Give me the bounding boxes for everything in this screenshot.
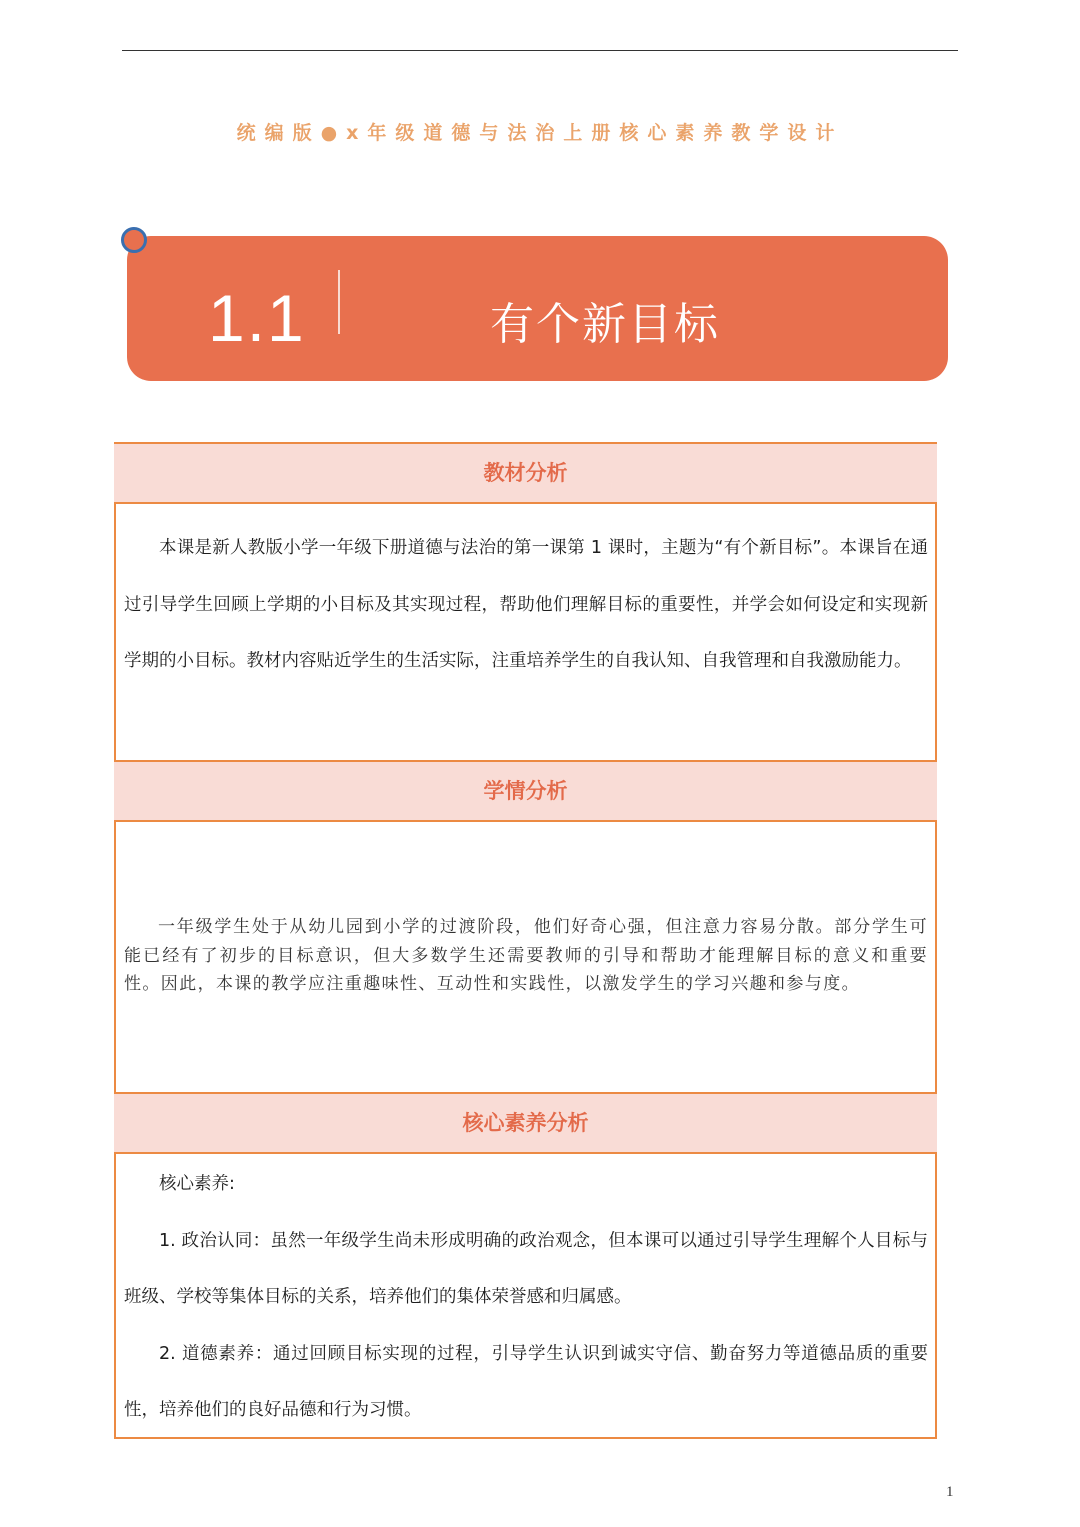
core-item-moral: 2. 道德素养：通过回顾目标实现的过程，引导学生认识到诚实守信、勤奋努力等道德品质的重要性，培养他们的良好品德和行为习惯。	[124, 1343, 928, 1420]
lesson-number: 1.1	[208, 281, 306, 355]
core-item-political: 1. 政治认同：虽然一年级学生尚未形成明确的政治观念，但本课可以通过引导学生理解个人目标与班级、学校等集体目标的关系，培养他们的集体荣誉感和归属感。	[124, 1230, 928, 1307]
top-rule	[122, 50, 958, 51]
section-body-materials	[124, 520, 928, 690]
materials-paragraph: 本课是新人教版小学一年级下册道德与法治的第一课第 1 课时，主题为“有个新目标”。本课旨在通过引导学生回顾上学期的小目标及其实现过程，帮助他们理解目标的重要性，并学会如何设定和实现新学期的小目标。教材内容贴近学生的生活实际，注重培养学生的自我认知、自我管理和自我激励能力。	[124, 538, 928, 671]
students-paragraph: 一年级学生处于从幼儿园到小学的过渡阶段，他们好奇心强，但注意力容易分散。部分学生可能已经有了初步的目标意识，但大多数学生还需要教师的引导和帮助才能理解目标的意义和重要性。因此，本课的教学应注重趣味性、互动性和实践性，以激发学生的学习兴趣和参与度。	[124, 917, 928, 994]
section-body-students	[124, 913, 928, 999]
page-number: 1	[946, 1484, 954, 1500]
lesson-title: 有个新目标	[490, 299, 720, 350]
core-intro: 核心素养:	[159, 1174, 235, 1194]
document-header: 统编版●x年级道德与法治上册核心素养教学设计	[236, 122, 844, 144]
banner-dot-icon	[121, 227, 147, 253]
section-heading-core: 核心素养分析	[114, 1092, 937, 1154]
section-body-core	[124, 1156, 928, 1439]
banner-divider	[338, 270, 340, 334]
section-heading-students: 学情分析	[114, 760, 937, 822]
section-heading-materials: 教材分析	[114, 442, 937, 504]
